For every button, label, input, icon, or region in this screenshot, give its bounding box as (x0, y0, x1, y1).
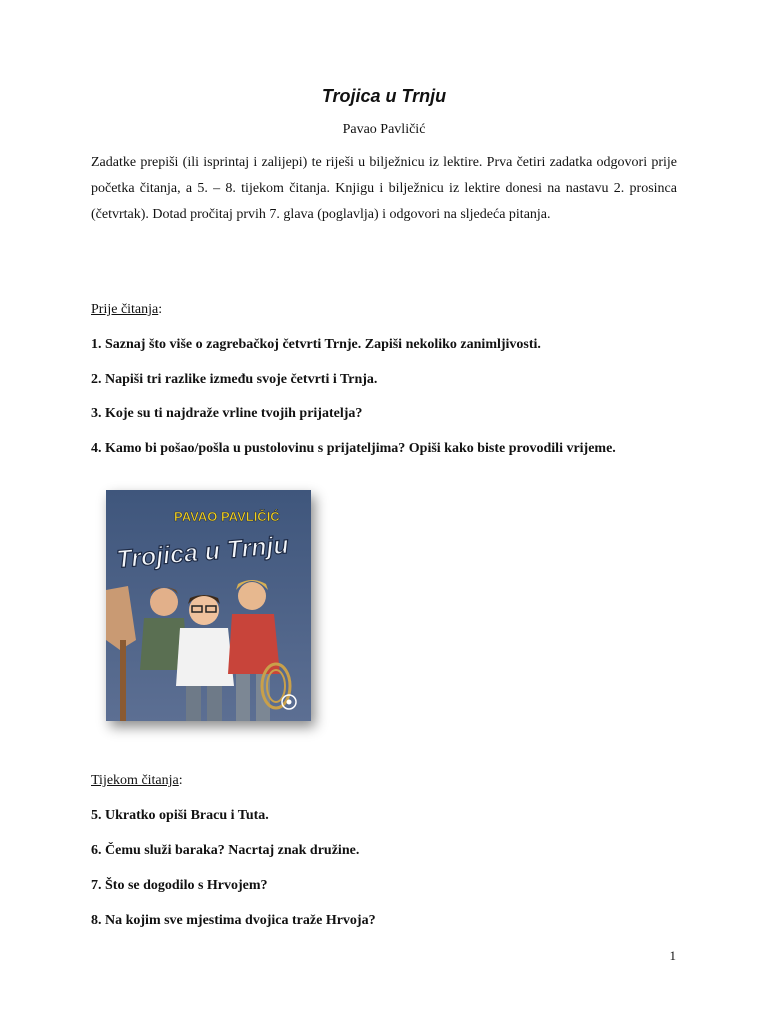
question-1: 1. Saznaj što više o zagrebačkoj četvrti Trnje. Zapiši nekoliko zanimljivosti. (91, 337, 541, 352)
question-6: 6. Čemu služi baraka? Nacrtaj znak družine. (91, 843, 360, 858)
cover-title-text: Trojica u Trnju (115, 530, 290, 574)
cover-boy-center-head (189, 595, 219, 625)
page-number: 1 (669, 948, 676, 963)
question-5: 5. Ukratko opiši Bracu i Tuta. (91, 808, 269, 823)
document-title: Trojica u Trnju (321, 86, 447, 106)
question-3: 3. Koje su ti najdraže vrline tvojih prijatelja? (91, 406, 363, 421)
question-8: 8. Na kojim sve mjestima dvojica traže Hrvoja? (91, 913, 376, 928)
cover-boy-right-head (238, 582, 266, 610)
book-cover-illustration (106, 490, 311, 721)
cover-boy-center-body (176, 628, 234, 686)
before-reading-label: Prije čitanja (91, 302, 159, 317)
cover-author-text: PAVAO PAVLIČIĆ (174, 509, 280, 524)
intro-paragraph: Zadatke prepiši (ili isprintaj i zalijepi) te riješi u bilježnicu iz lektire. Prva četiri zadatka odgovori prije početka čitanja, a 5. – 8. tijekom čitanja. Knjigu i bilježnicu iz lektire donesi na nastavu 2. prosinca (četvrtak). Dotad pročitaj prvih 7. glava (poglavlja) i odgovori na sljedeća pitanja. (91, 155, 677, 222)
question-7: 7. Što se dogodilo s Hrvojem? (91, 878, 268, 893)
during-reading-label: Tijekom čitanja (91, 773, 179, 788)
question-2: 2. Napiši tri razlike između svoje četvrti i Trnja. (91, 372, 378, 387)
document-author: Pavao Pavličić (342, 122, 426, 137)
cover-boy-left-head (150, 588, 178, 616)
during-reading-heading (91, 773, 183, 789)
question-4: 4. Kamo bi pošao/pošla u pustolovinu s prijateljima? Opiši kako biste provodili vrijeme. (91, 441, 616, 456)
before-reading-heading (91, 302, 162, 318)
cover-stick (120, 640, 126, 721)
before-reading-colon: : (158, 302, 163, 317)
book-cover (106, 490, 311, 721)
during-reading-colon: : (178, 773, 183, 788)
